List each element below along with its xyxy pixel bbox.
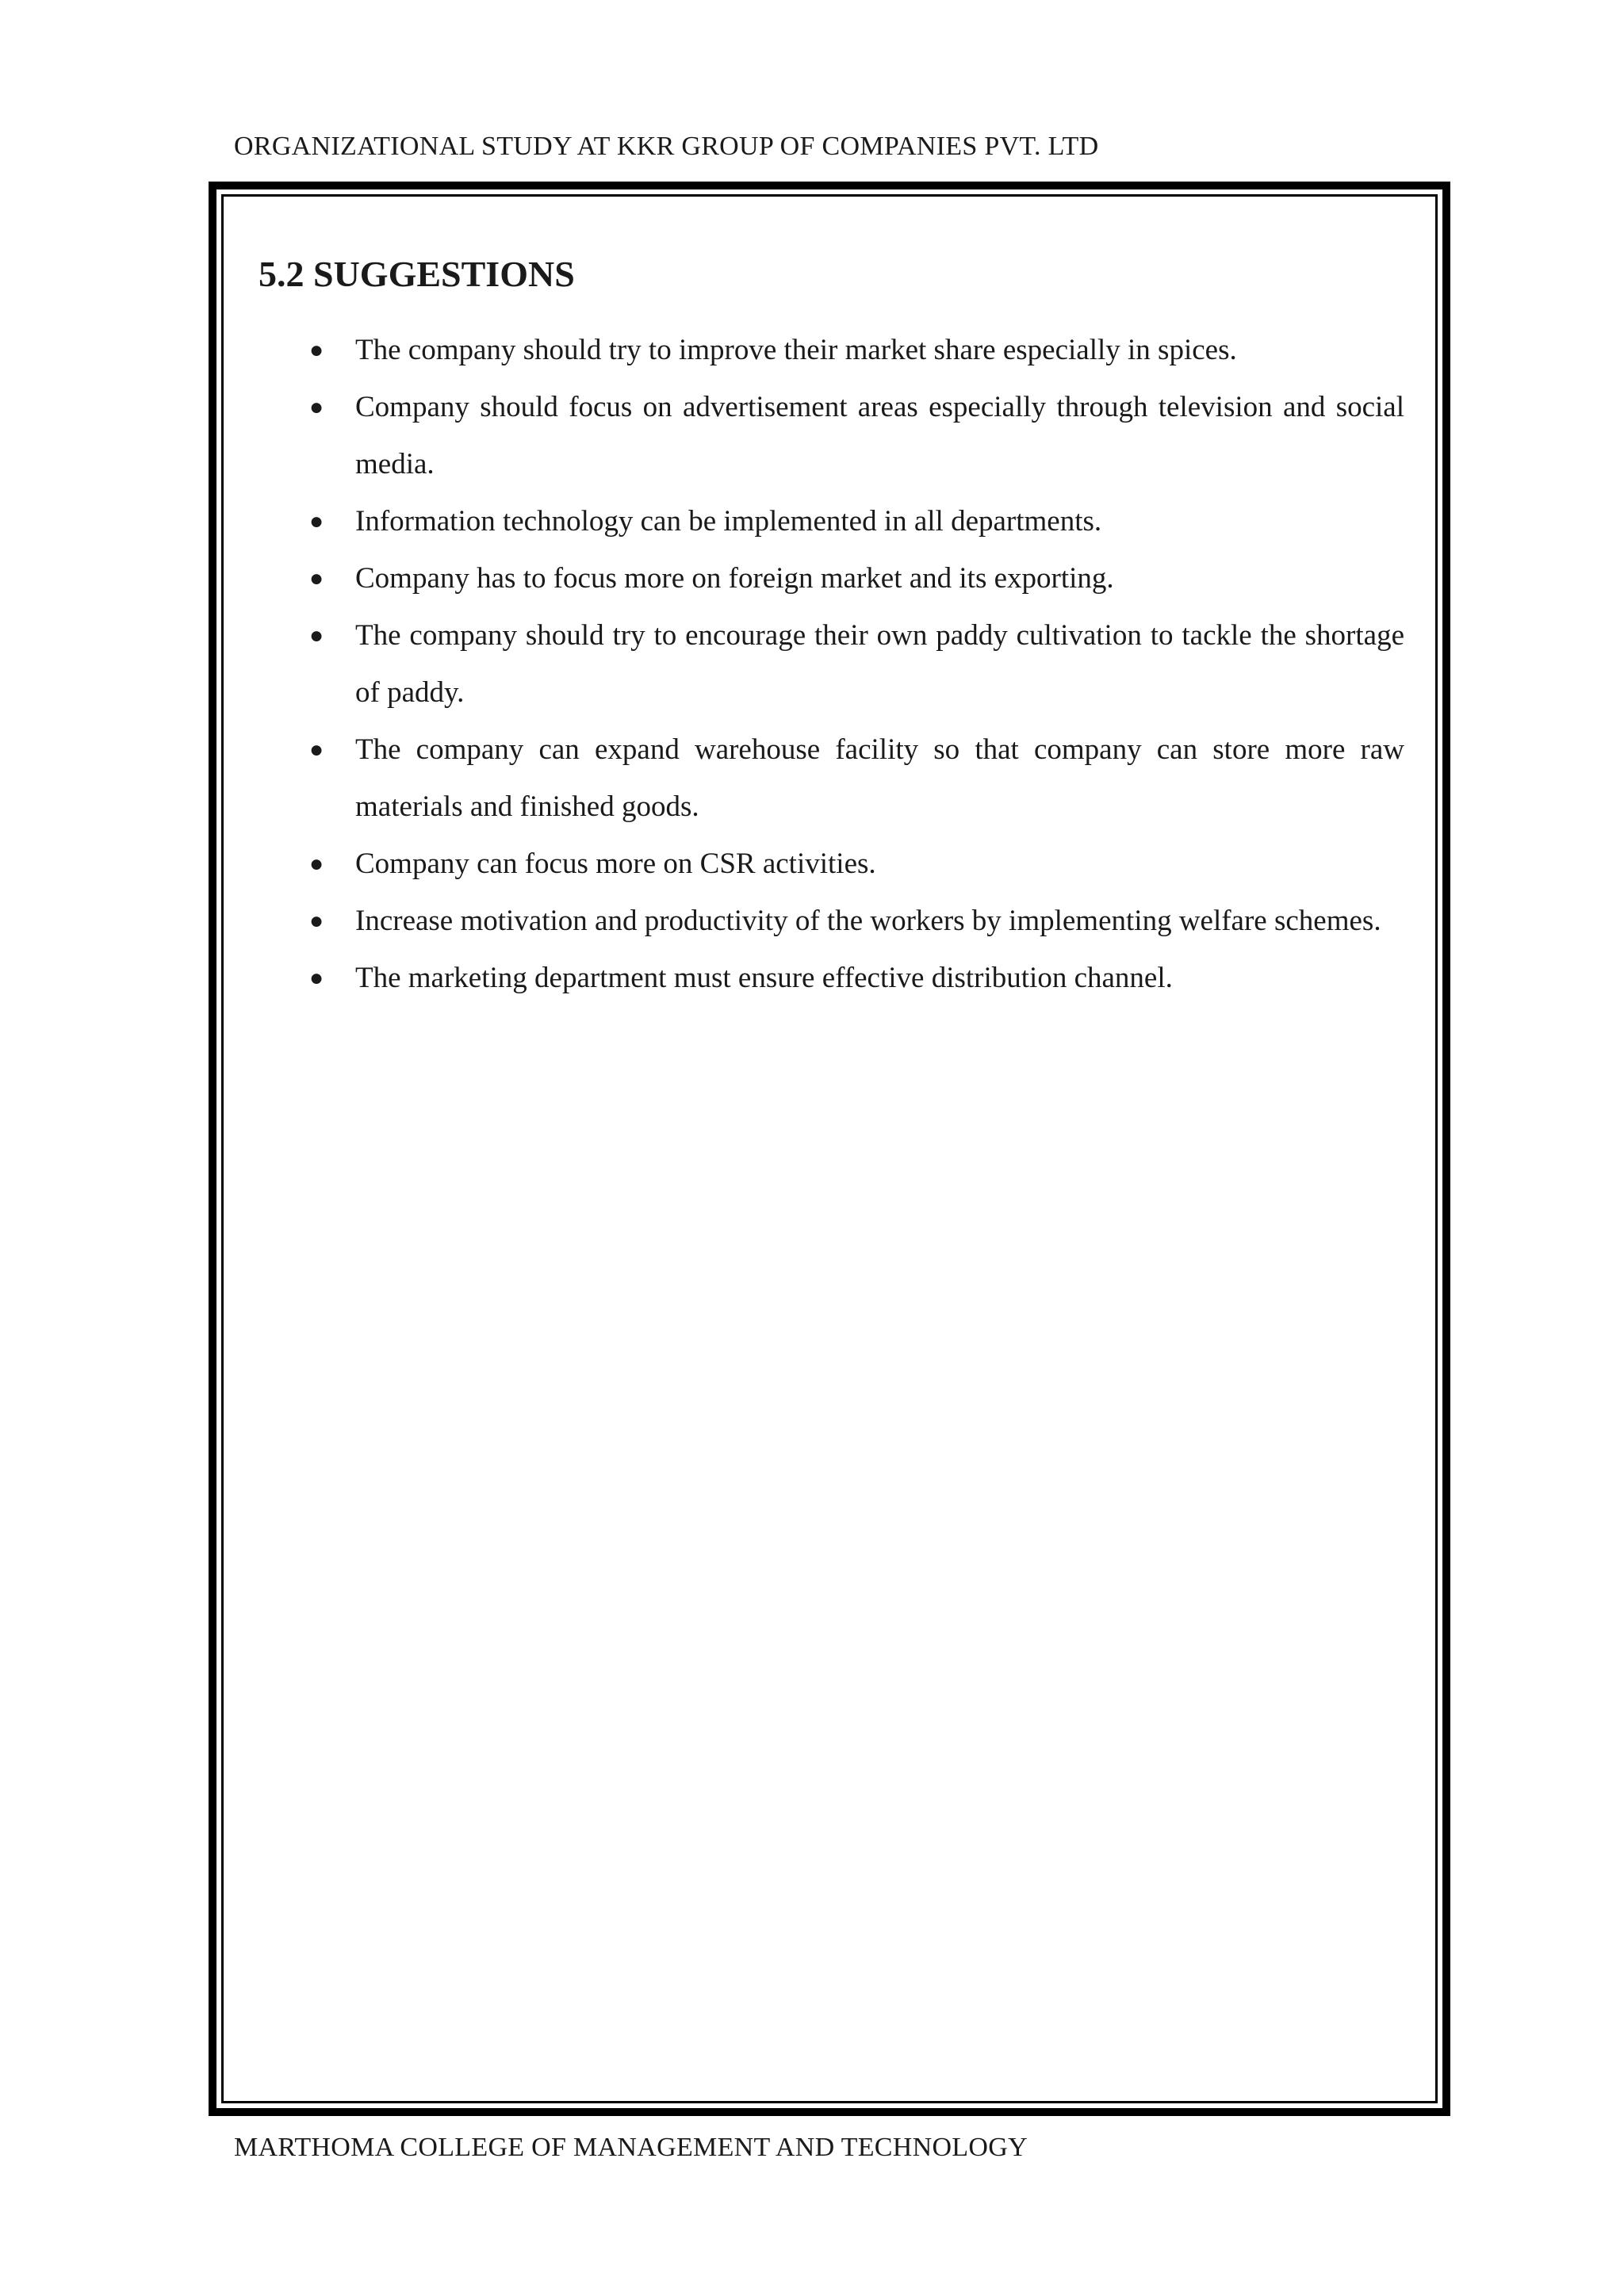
list-item — [259, 950, 1404, 1007]
bullet-dot-icon: ● — [308, 622, 324, 649]
list-item — [259, 893, 1404, 950]
section-title: 5.2 SUGGESTIONS — [259, 254, 575, 294]
bullet-dot-icon: ● — [308, 337, 324, 363]
suggestions-list — [259, 322, 1404, 1007]
bullet-dot-icon: ● — [308, 508, 324, 534]
list-item — [259, 493, 1404, 550]
list-item — [259, 322, 1404, 379]
bullet-dot-icon: ● — [308, 908, 324, 934]
list-item-text: Company should focus on advertisement areas especially through television and social media. — [355, 391, 1404, 480]
list-item — [259, 721, 1404, 836]
list-item-text: The company can expand warehouse facility so that company can store more raw materials and finished goods. — [355, 733, 1404, 823]
list-item-text: Increase motivation and productivity of the workers by implementing welfare schemes. — [355, 905, 1381, 937]
bullet-dot-icon: ● — [308, 394, 324, 420]
list-item — [259, 379, 1404, 493]
list-item-text: The company should try to improve their market share especially in spices. — [355, 334, 1237, 366]
bullet-dot-icon: ● — [308, 851, 324, 877]
list-item-text: Company can focus more on CSR activities. — [355, 848, 876, 880]
page-header: ORGANIZATIONAL STUDY AT KKR GROUP OF COMPANIES PVT. LTD — [234, 132, 1099, 161]
list-item — [259, 550, 1404, 607]
bullet-dot-icon: ● — [308, 565, 324, 591]
list-item-text: Information technology can be implemented in all departments. — [355, 505, 1102, 538]
list-item — [259, 607, 1404, 721]
main-content — [259, 251, 1404, 1007]
list-item — [259, 836, 1404, 893]
page-footer: MARTHOMA COLLEGE OF MANAGEMENT AND TECHNOLOGY — [234, 2133, 1028, 2162]
list-item-text: The marketing department must ensure effective distribution channel. — [355, 962, 1173, 994]
list-item-text: The company should try to encourage their own paddy cultivation to tackle the shortage of paddy. — [355, 619, 1404, 709]
list-item-text: Company has to focus more on foreign market and its exporting. — [355, 562, 1114, 595]
bullet-dot-icon: ● — [308, 737, 324, 763]
bullet-dot-icon: ● — [308, 965, 324, 991]
